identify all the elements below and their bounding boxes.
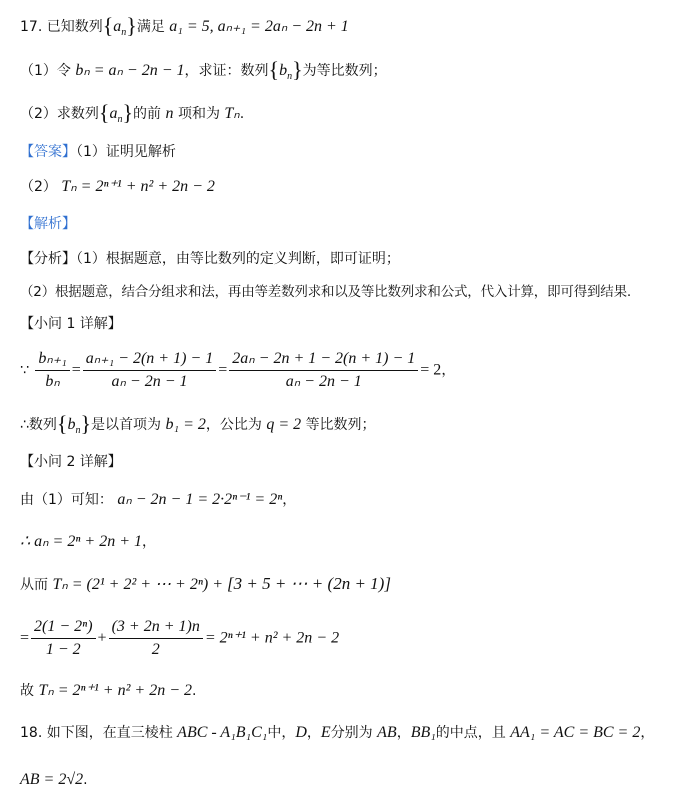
fraction-arithmetic-sum: $\frac{(3 + 2n + 1)n}{2}$	[109, 616, 203, 661]
q18-stem: 18. 如下图，在直三棱柱 ABC - A₁B₁C₁中，D，E分别为 AB，BB₁的中点，且 AA₁ = AC = BC = 2，	[20, 724, 655, 741]
analysis-tag: 【解析】	[20, 216, 76, 232]
answer-line: 【答案】（1）证明见解析	[20, 144, 176, 160]
q17-given-equation: a₁ = 5, aₙ₊₁ = 2aₙ − 2n + 1	[169, 18, 349, 35]
fraction-expanded: $\frac{\text{2aₙ − 2n + 1 − 2(n + 1) − 1}}{\text{aₙ − 2n − 1}}$	[229, 348, 418, 393]
step2-line5: 故 Tₙ = 2ⁿ⁺¹ + n² + 2n − 2.	[20, 682, 197, 699]
answer-part2: （2） Tₙ = 2ⁿ⁺¹ + n² + 2n − 2	[20, 178, 215, 195]
answer-sum-formula: Tₙ = 2ⁿ⁺¹ + n² + 2n − 2	[61, 178, 215, 195]
step2-line3: 从而 Tₙ = (2¹ + 2² + ⋯ + 2ⁿ) + [3 + 5 + ⋯ + (2n + 1)]	[20, 574, 391, 593]
q17-part2: （2）求数列$\{a_n\}$的前 n 项和为 Tₙ.	[20, 100, 245, 126]
fenxi-line-1: 【分析】（1）根据题意，由等比数列的定义判断，即可证明；	[20, 251, 400, 267]
step2-line1: 由（1）可知： aₙ − 2n − 1 = 2·2ⁿ⁻¹ = 2ⁿ，	[20, 491, 297, 508]
step1-ratio: ∵ $\frac{\text{bₙ₊₁}}{\text{bₙ}}$ = $\frac{\text{aₙ₊₁ − 2(n + 1) − 1}}{\text{aₙ − 2n − 1}}$ = $\frac{\text{2aₙ − 2n + 1 − 2(n + 1) − 1}}{\text{aₙ − 2n − 1}}$ = 2，	[20, 348, 455, 393]
fenxi-line-2: （2）根据题意，结合分组求和法，再由等差数列求和以及等比数列求和公式，代入计算，即可得到结果.	[20, 284, 631, 300]
bn-definition: bₙ = aₙ − 2n − 1	[75, 62, 185, 79]
step1-title: 【小问 1 详解】	[20, 316, 122, 332]
step2-line2: ∴ aₙ = 2ⁿ + 2n + 1，	[20, 533, 156, 550]
step2-line4: = $\frac{\text{2(1 − 2ⁿ)}}{1 - 2}$ + $\frac{(3 + 2n + 1)n}{2}$ = 2ⁿ⁺¹ + n² + 2n − 2	[20, 616, 339, 661]
fraction-geometric-sum: $\frac{\text{2(1 − 2ⁿ)}}{1 - 2}$	[31, 616, 96, 661]
fraction-b-ratio: $\frac{\text{bₙ₊₁}}{\text{bₙ}}$	[35, 348, 69, 393]
answer-tag: 【答案】	[20, 144, 76, 160]
q17-stem: 17. 已知数列$\{a_n\}$满足 a₁ = 5, aₙ₊₁ = 2aₙ − 2n + 1	[20, 13, 349, 39]
q18-ab-condition: AB = 2√2.	[20, 771, 88, 788]
fraction-a-ratio: $\frac{\text{aₙ₊₁ − 2(n + 1) − 1}}{\text{aₙ − 2n − 1}}$	[83, 348, 216, 393]
step1-conclusion: ∴数列$\{b_n\}$是以首项为 b₁ = 2，公比为 q = 2 等比数列；	[20, 411, 376, 437]
step2-title: 【小问 2 详解】	[20, 454, 122, 470]
q17-part1: （1）令 bₙ = aₙ − 2n − 1，求证：数列$\{b_n\}$为等比数列；	[20, 57, 387, 83]
